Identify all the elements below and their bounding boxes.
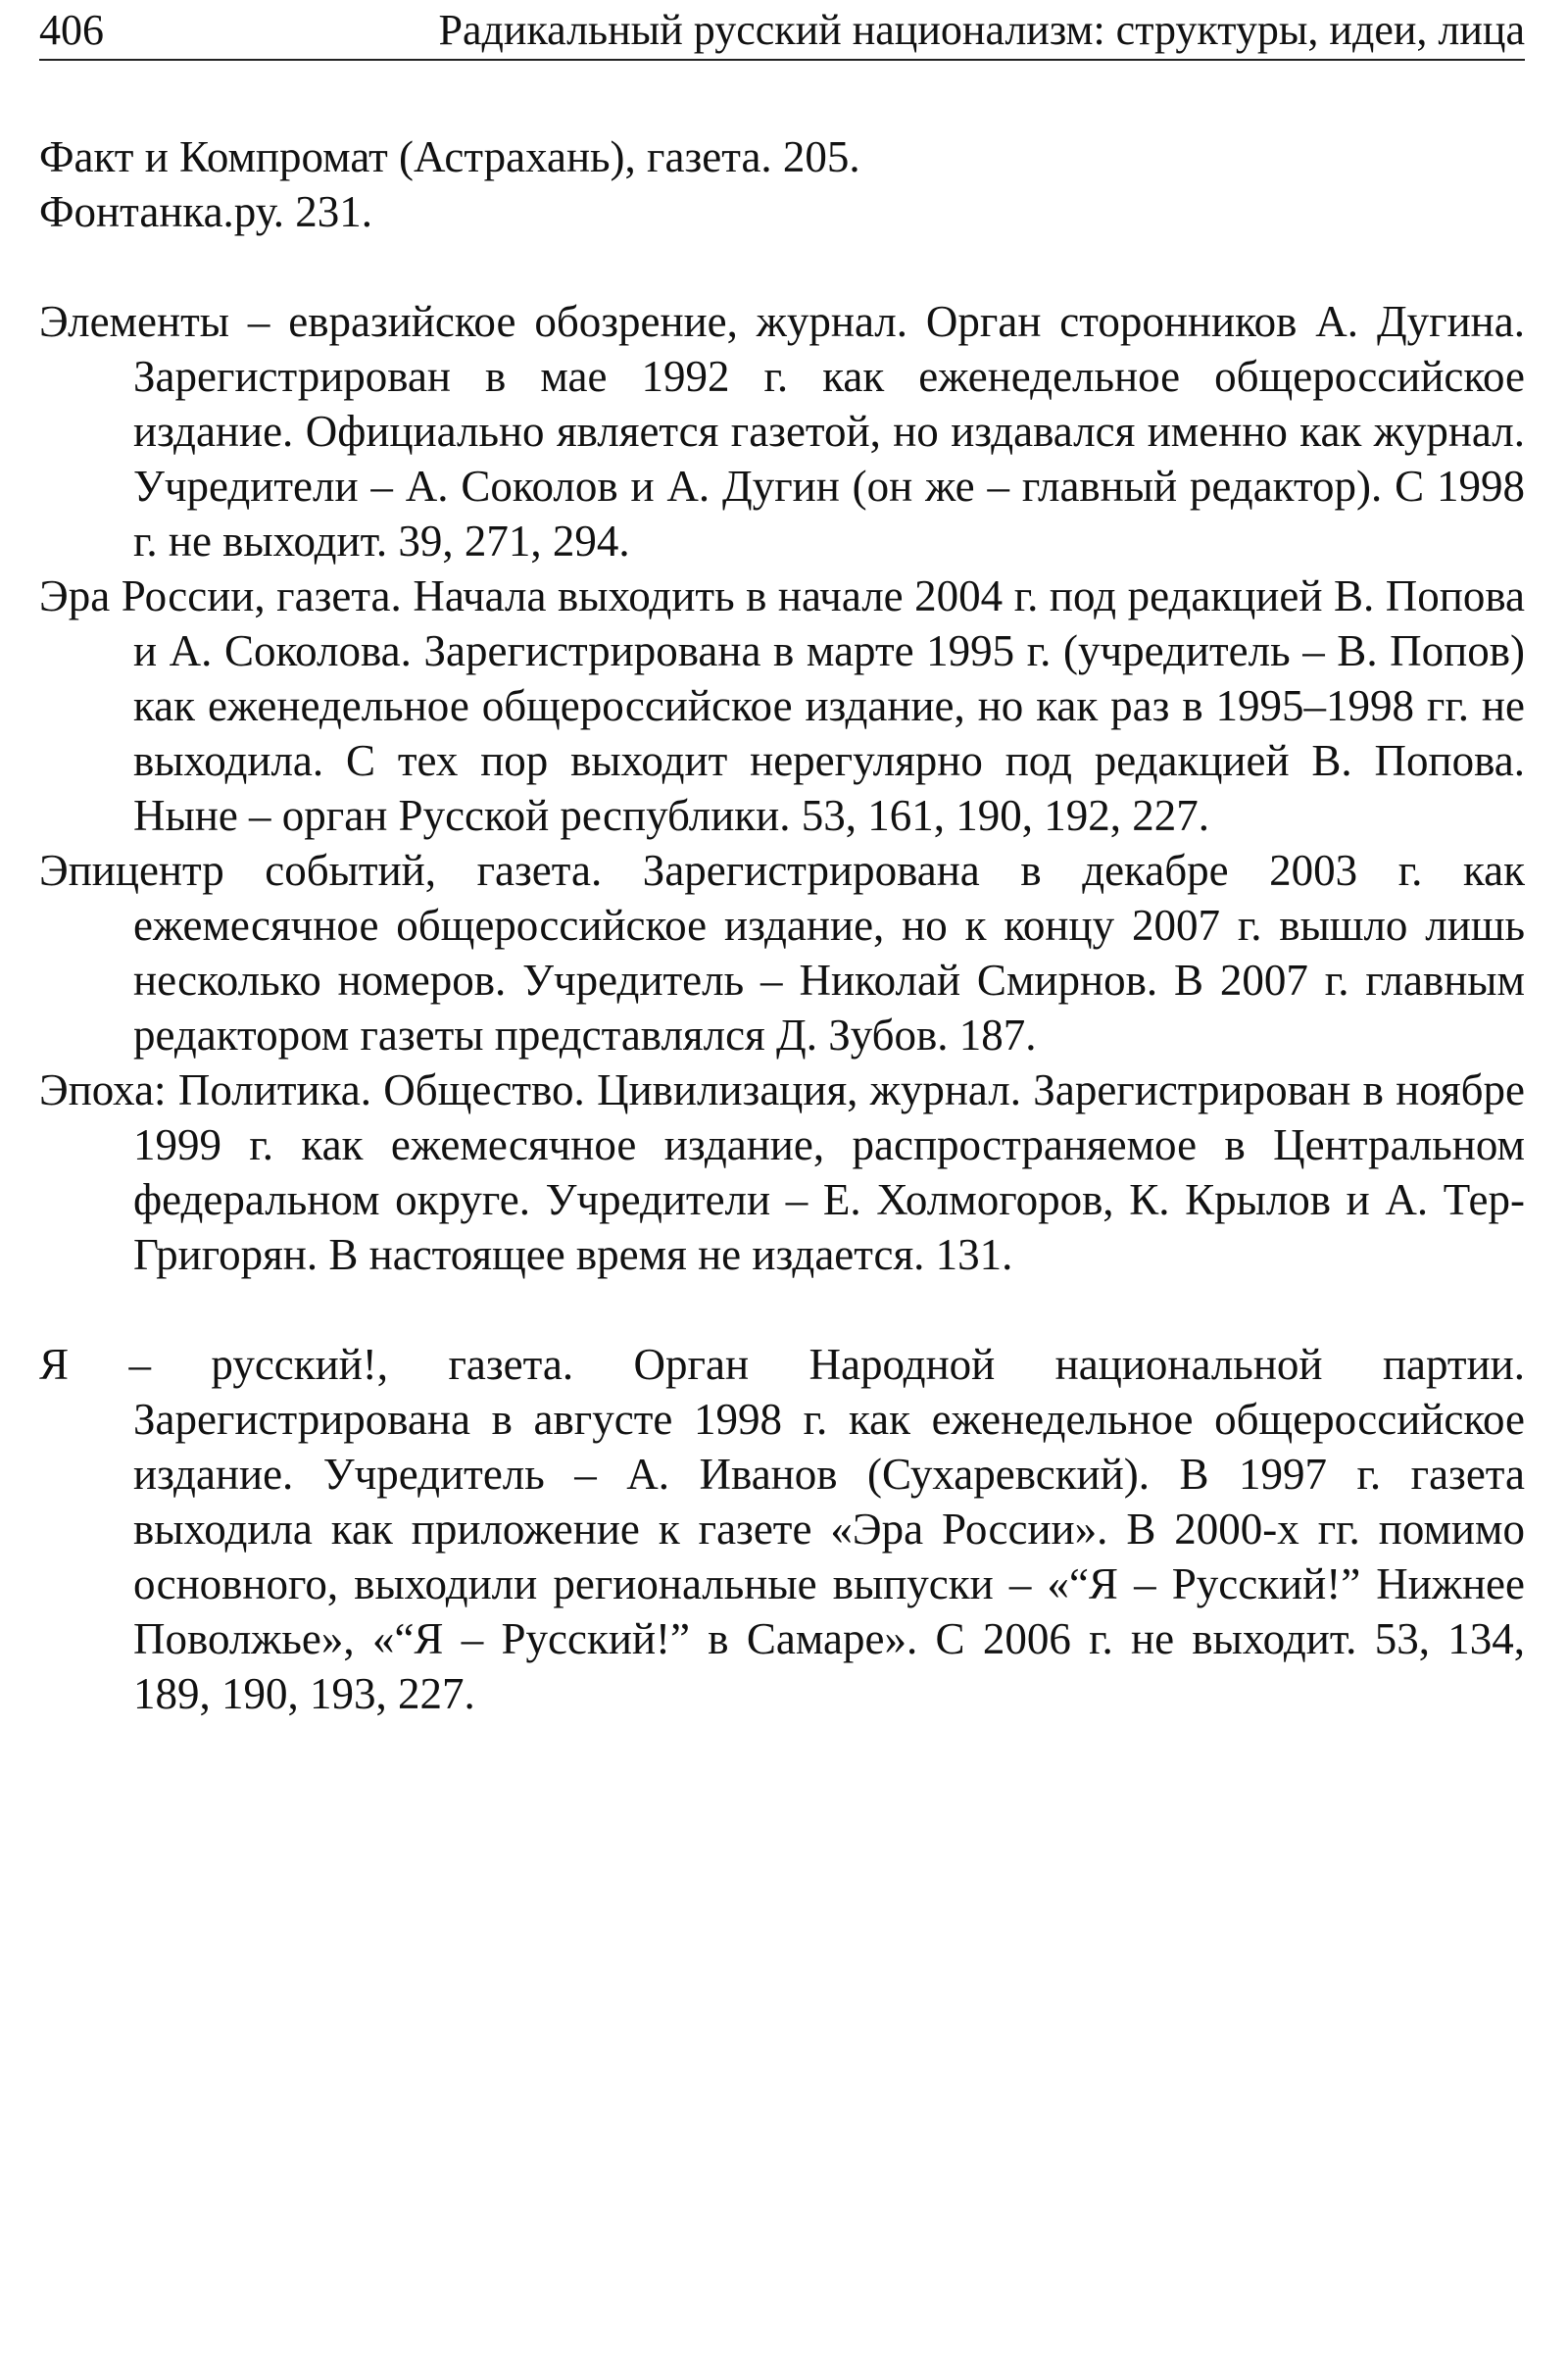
index-entries bbox=[39, 129, 1525, 1721]
page-number: 406 bbox=[39, 6, 104, 54]
index-entry: Элементы – евразийское обозрение, журнал. Орган сторонников А. Дугина. Зарегистрирован в мае 1992 г. как еженедельное общероссийское издание. Официально является газетой, но издавался именно как журнал. Учредители – А. Соколов и А. Дугин (он же – главный редактор). С 1998 г. не выходит. 39, 271, 294. bbox=[39, 297, 1525, 566]
section-gap bbox=[39, 239, 1525, 294]
section-gap bbox=[39, 1282, 1525, 1337]
index-entry: Фонтанка.ру. 231. bbox=[39, 187, 372, 236]
index-entry: Я – русский!, газета. Орган Народной национальной партии. Зарегистрирована в августе 1998 г. как еженедельное общероссийское издание. Учредитель – А. Иванов (Сухаревский). В 1997 г. газета выходила как приложение к газете «Эра России». В 2000-х гг. помимо основного, выходили региональные выпуски – «“Я – Русский!” Нижнее Поволжье», «“Я – Русский!” в Самаре». С 2006 г. не выходит. 53, 134, 189, 190, 193, 227. bbox=[39, 1340, 1525, 1718]
running-header bbox=[39, 0, 1525, 61]
index-entry: Факт и Компромат (Астрахань), газета. 205. bbox=[39, 132, 860, 181]
index-entry: Эра России, газета. Начала выходить в начале 2004 г. под редакцией В. Попова и А. Соколова. Зарегистрирована в марте 1995 г. (учредитель – В. Попов) как еженедельное общероссийское издание, но как раз в 1995–1998 гг. не выходила. С тех пор выходит нерегулярно под редакцией В. Попова. Ныне – орган Русской республики. 53, 161, 190, 192, 227. bbox=[39, 571, 1525, 840]
book-page bbox=[39, 0, 1525, 1721]
running-title: Радикальный русский национализм: структуры, идеи, лица bbox=[438, 6, 1525, 54]
index-entry: Эпицентр событий, газета. Зарегистрирована в декабре 2003 г. как ежемесячное общероссийское издание, но к концу 2007 г. вышло лишь несколько номеров. Учредитель – Николай Смирнов. В 2007 г. главным редактором газеты представлялся Д. Зубов. 187. bbox=[39, 846, 1525, 1060]
index-entry: Эпоха: Политика. Общество. Цивилизация, журнал. Зарегистрирован в ноябре 1999 г. как ежемесячное издание, распространяемое в Центральном федеральном округе. Учредители – Е. Холмогоров, К. Крылов и А. Тер-Григорян. В настоящее время не издается. 131. bbox=[39, 1065, 1525, 1279]
